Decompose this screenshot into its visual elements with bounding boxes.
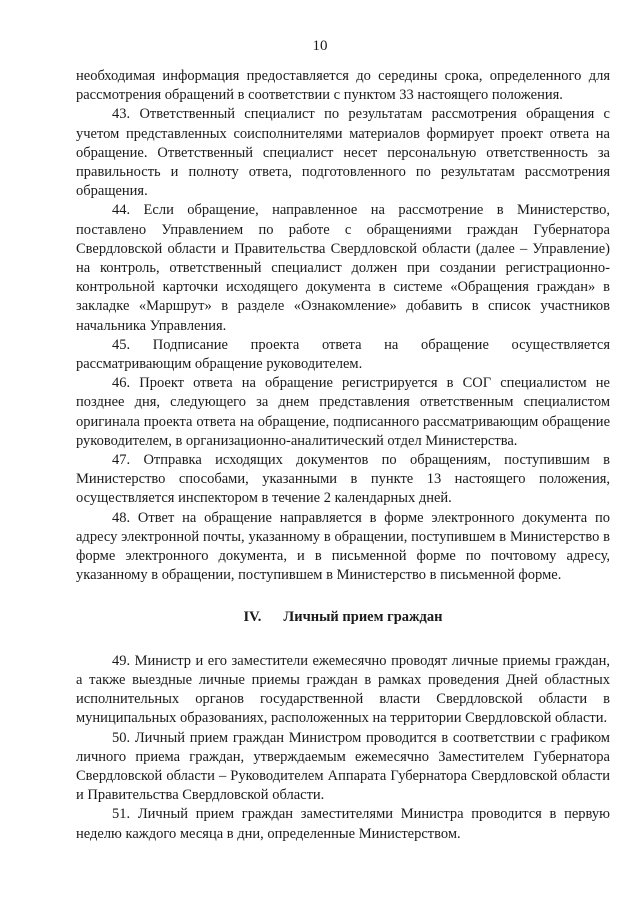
- paragraph-49: 49. Министр и его заместители ежемесячно проводят личные приемы граждан, а также выездные личные приемы граждан в рамках проведения Дней областных исполнительных органов государственной власти Свердловской области в муниципальных образованиях, расположенных на территории Свердловской области.: [76, 652, 610, 727]
- document-body: [76, 67, 610, 844]
- paragraph-48: 48. Ответ на обращение направляется в форме электронного документа по адресу электронной почты, указанному в обращении, поступившем в Министерство в форме электронного документа, и в письменной форме по почтовому адресу, указанному в обращении, поступившем в Министерство в письменной форме.: [76, 509, 610, 584]
- paragraph-43: 43. Ответственный специалист по результатам рассмотрения обращения с учетом представленных соисполнителями материалов формирует проект ответа на обращение. Ответственный специалист несет персональную ответственность за правильность и полноту ответа, подготовленного по результатам рассмотрения обращения.: [76, 106, 610, 200]
- section-title: Личный прием граждан: [283, 609, 443, 626]
- section-heading: [76, 608, 610, 627]
- paragraph-46: 46. Проект ответа на обращение регистрируется в СОГ специалистом не позднее дня, следующего за днем представления ответственным специалистом оригинала проекта ответа на обращение, подписанного рассматривающим обращение руководителем, в организационно-аналитический отдел Министерства.: [76, 375, 610, 449]
- paragraph-42-continuation: необходимая информация предоставляется до середины срока, определенного для рассмотрения обращений в соответствии с пунктом 33 настоящего положения.: [76, 68, 610, 104]
- page-number: 10: [312, 38, 328, 54]
- section-number: IV.: [243, 609, 262, 626]
- paragraph-50: 50. Личный прием граждан Министром проводится в соответствии с графиком личного приема граждан, утверждаемым ежемесячно Заместителем Губернатора Свердловской области – Руководителем Аппарата Губернатора Свердловской области и Правительства Свердловской области.: [76, 729, 610, 804]
- paragraph-45: 45. Подписание проекта ответа на обращение осуществляется рассматривающим обращение руководителем.: [76, 336, 610, 373]
- paragraph-47: 47. Отправка исходящих документов по обращениям, поступившим в Министерство способами, указанными в пункте 13 настоящего положения, осуществляется инспектором в течение 2 календарных дней.: [76, 452, 610, 507]
- paragraph-44: 44. Если обращение, направленное на рассмотрение в Министерство, поставлено Управлением по работе с обращениями граждан Губернатора Свердловской области и Правительства Свердловской области (далее – Управление) на контроль, ответственный специалист должен при создании регистрационно-контрольной карточки исходящего документа в системе «Обращения граждан» в закладке «Маршрут» в разделе «Ознакомление» добавить в список участников начальника Управления.: [76, 202, 610, 334]
- paragraph-51: 51. Личный прием граждан заместителями Министра проводится в первую неделю каждого месяца в дни, определенные Министерством.: [76, 806, 610, 842]
